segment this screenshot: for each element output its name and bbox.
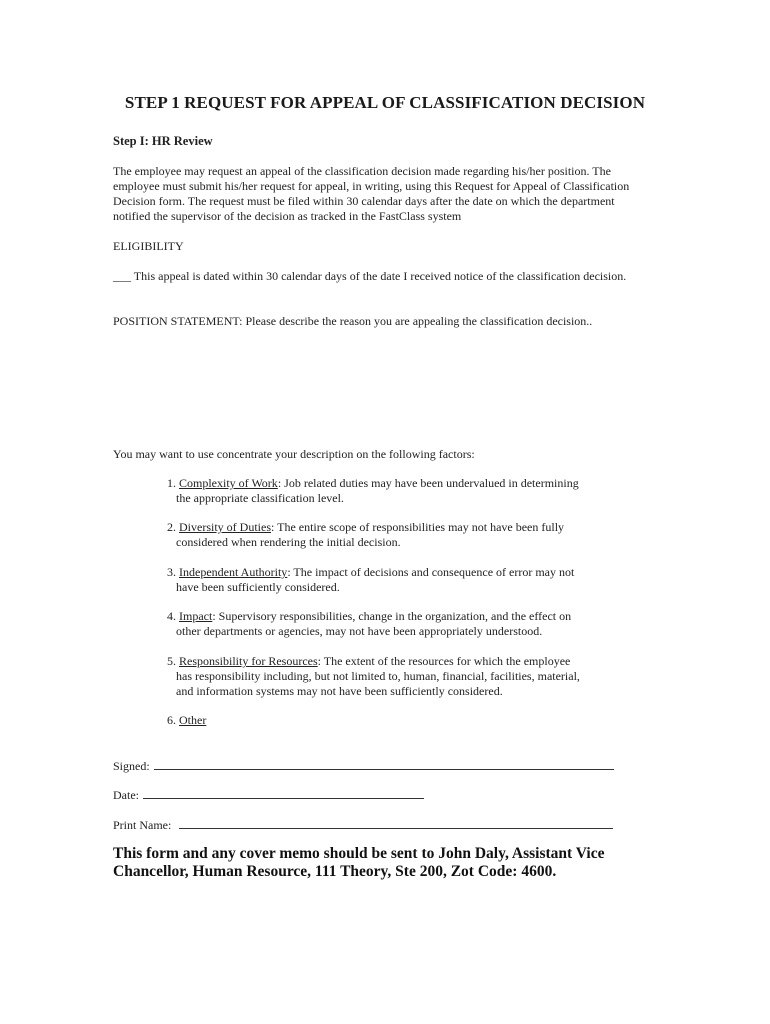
factor-number: 5. (167, 654, 176, 668)
section-subhead: Step I: HR Review (113, 134, 213, 148)
date-line (113, 787, 424, 803)
factor-continuation: has responsibility including, but not limited to, human, financial, facilities, material, (176, 669, 580, 683)
factor-continuation: considered when rendering the initial decision. (176, 535, 401, 549)
intro-line: employee must submit his/her request for appeal, in writing, using this Request for Appeal of Classification (113, 179, 630, 193)
factor-item (167, 609, 627, 639)
factor-description: : The entire scope of responsibilities may not have been fully (271, 520, 565, 534)
factor-description: : Supervisory responsibilities, change in the organization, and the effect on (212, 609, 572, 623)
factor-first-line (167, 654, 627, 669)
factor-first-line (167, 609, 627, 624)
factor-number: 3. (167, 565, 176, 579)
factor-term: Diversity of Duties (179, 520, 271, 534)
factor-description: : The extent of the resources for which the employee (317, 654, 571, 668)
print-name-line (113, 817, 613, 833)
factor-continuation: the appropriate classification level. (176, 491, 344, 505)
factor-first-line (167, 520, 627, 535)
date-label: Date: (113, 788, 139, 802)
eligibility-checkbox-line[interactable]: ___ This appeal is dated within 30 calendar days of the date I received notice of the classification decision. (113, 269, 627, 283)
footer-line: Chancellor, Human Resource, 111 Theory, Ste 200, Zot Code: 4600. (113, 863, 557, 880)
document-title: STEP 1 REQUEST FOR APPEAL OF CLASSIFICATION DECISION (124, 93, 646, 112)
submission-instructions (113, 845, 673, 881)
signed-line (113, 758, 614, 774)
factor-item (167, 713, 627, 728)
factor-term: Independent Authority (179, 565, 288, 579)
factor-item (167, 565, 627, 595)
footer-line: This form and any cover memo should be sent to John Daly, Assistant Vice (113, 845, 605, 862)
factor-continuation: other departments or agencies, may not have been appropriately understood. (176, 624, 543, 638)
intro-line: notified the supervisor of the decision as tracked in the FastClass system (113, 209, 462, 223)
intro-line: Decision form. The request must be filed within 30 calendar days after the date on which the department (113, 194, 615, 208)
factor-continuation: have been sufficiently considered. (176, 580, 340, 594)
factor-item (167, 654, 627, 699)
factor-number: 6. (167, 713, 176, 727)
factor-term: Complexity of Work (179, 476, 278, 490)
factor-description: : The impact of decisions and consequence of error may not (287, 565, 575, 579)
factor-term: Other (179, 713, 207, 727)
factors-intro: You may want to use concentrate your description on the following factors: (113, 447, 475, 461)
factor-item (167, 476, 627, 506)
signed-field[interactable] (154, 758, 614, 770)
signed-label: Signed: (113, 759, 150, 773)
factor-item (167, 520, 627, 550)
factor-description: : Job related duties may have been undervalued in determining (277, 476, 579, 490)
date-field[interactable] (143, 787, 424, 799)
factor-number: 2. (167, 520, 176, 534)
eligibility-heading: ELIGIBILITY (113, 239, 184, 253)
factor-first-line (167, 565, 627, 580)
factor-continuation: and information systems may not have been sufficiently considered. (176, 684, 503, 698)
factor-first-line (167, 713, 627, 728)
position-statement-prompt[interactable]: POSITION STATEMENT: Please describe the reason you are appealing the classification decision.. (113, 314, 593, 328)
factor-number: 4. (167, 609, 176, 623)
factor-number: 1. (167, 476, 176, 490)
factor-term: Responsibility for Resources (179, 654, 318, 668)
intro-line: The employee may request an appeal of the classification decision made regarding his/her position. The (113, 164, 611, 178)
print-name-label: Print Name: (113, 818, 172, 832)
print-name-field[interactable] (179, 817, 613, 829)
factor-first-line (167, 476, 627, 491)
intro-paragraph (113, 164, 673, 224)
factor-term: Impact (179, 609, 213, 623)
